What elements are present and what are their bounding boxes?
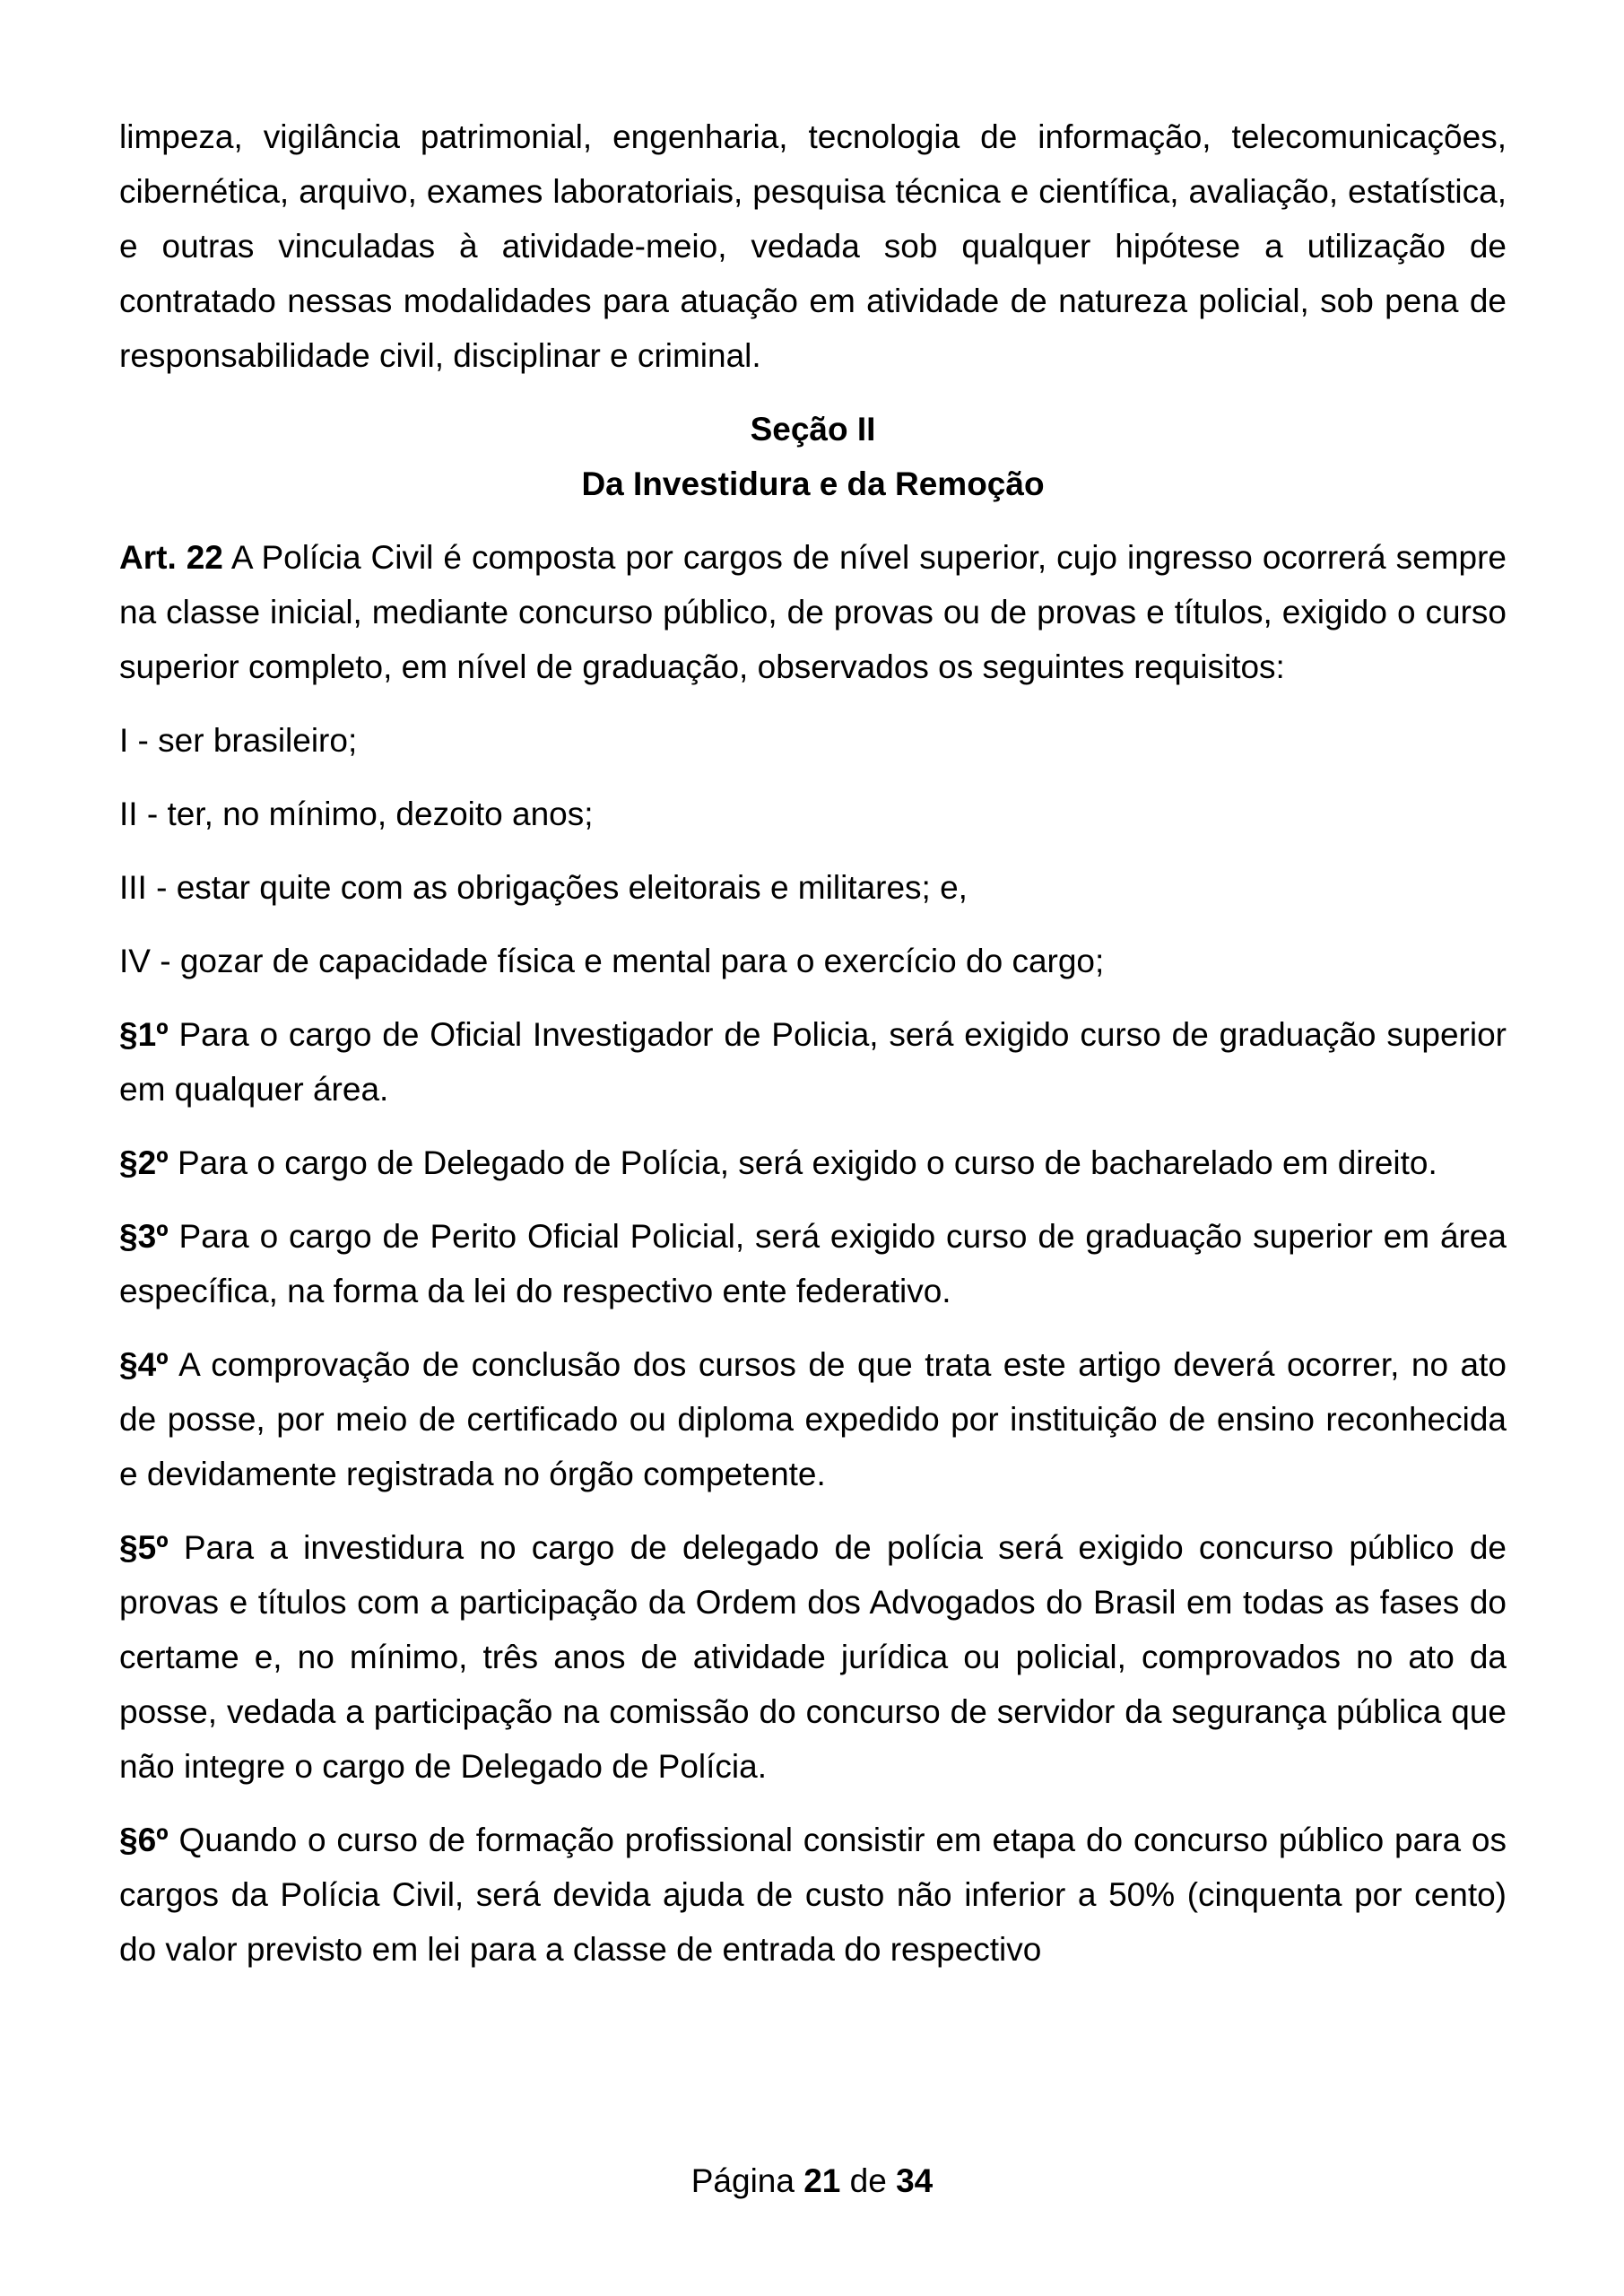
paragraph-3 (119, 1209, 1507, 1318)
section-subheading (119, 457, 1507, 511)
paragraph-text: Para o cargo de Delegado de Polícia, será exigido o curso de bacharelado em direito. (168, 1144, 1437, 1181)
list-item-text: II - ter, no mínimo, dezoito anos; (119, 796, 594, 832)
section-heading (119, 402, 1507, 457)
paragraph-intro (119, 109, 1507, 383)
footer-label: Página (690, 2162, 795, 2199)
list-item-i (119, 713, 1507, 768)
paragraph-text: limpeza, vigilância patrimonial, engenharia, tecnologia de informação, telecomunicações, cibernética, arquivo, exames laboratoriais, pesquisa técnica e científica, avaliação, estatística, e outras vinculadas à atividade-meio, vedada sob qualquer hipótese a utilização de contratado nessas modalidades para atuação em atividade de natureza policial, sob pena de responsabilidade civil, disciplinar e criminal. (119, 118, 1507, 374)
list-item-text: I - ser brasileiro; (119, 722, 358, 759)
footer-page-number: 21 (803, 2162, 841, 2199)
paragraph-text: A Polícia Civil é composta por cargos de nível superior, cujo ingresso ocorrerá sempre na classe inicial, mediante concurso público, de provas ou de provas e títulos, exigido o curso superior completo, em nível de graduação, observados os seguintes requisitos: (119, 539, 1507, 685)
paragraph-text: Para o cargo de Oficial Investigador de Policia, será exigido curso de graduação superior em qualquer área. (119, 1016, 1507, 1108)
paragraph-number: §3º (119, 1218, 169, 1255)
list-item-text: IV - gozar de capacidade física e mental para o exercício do cargo; (119, 943, 1105, 979)
paragraph-number: §1º (119, 1016, 169, 1053)
list-item-ii (119, 787, 1507, 841)
paragraph-4 (119, 1337, 1507, 1501)
paragraph-text: Para o cargo de Perito Oficial Policial, será exigido curso de graduação superior em área específica, na forma da lei do respectivo ente federativo. (119, 1218, 1507, 1309)
section-subheading-text: Da Investidura e da Remoção (581, 465, 1045, 502)
paragraph-number: §5º (119, 1529, 169, 1566)
paragraph-2 (119, 1135, 1507, 1190)
paragraph-number: §6º (119, 1822, 169, 1858)
list-item-iv (119, 934, 1507, 988)
paragraph-number: §4º (119, 1346, 169, 1383)
paragraph-art22 (119, 530, 1507, 694)
paragraph-text: A comprovação de conclusão dos cursos de que trata este artigo deverá ocorrer, no ato de posse, por meio de certificado ou diploma expedido por instituição de ensino reconhecida e devidamente registrada no órgão competente. (119, 1346, 1507, 1492)
footer-of-label: de (849, 2162, 887, 2199)
paragraph-text: Para a investidura no cargo de delegado de polícia será exigido concurso público de provas e títulos com a participação da Ordem dos Advogados do Brasil em todas as fases do certame e, no mínimo, três anos de atividade jurídica ou policial, comprovados no ato da posse, vedada a participação na comissão do concurso de servidor da segurança pública que não integre o cargo de Delegado de Polícia. (119, 1529, 1507, 1785)
list-item-text: III - estar quite com as obrigações eleitorais e militares; e, (119, 869, 968, 906)
paragraph-6 (119, 1813, 1507, 1977)
document-body (119, 109, 1507, 1977)
paragraph-number: §2º (119, 1144, 169, 1181)
section-heading-text: Seção II (750, 411, 876, 448)
paragraph-1 (119, 1007, 1507, 1117)
page-footer (0, 2153, 1624, 2208)
paragraph-text: Quando o curso de formação profissional consistir em etapa do concurso público para os cargos da Polícia Civil, será devida ajuda de custo não inferior a 50% (cinquenta por cento) do valor previsto em lei para a classe de entrada do respectivo (119, 1822, 1507, 1968)
footer-total-pages: 34 (896, 2162, 934, 2199)
paragraph-5 (119, 1520, 1507, 1794)
list-item-iii (119, 860, 1507, 915)
article-number: Art. 22 (119, 539, 223, 576)
